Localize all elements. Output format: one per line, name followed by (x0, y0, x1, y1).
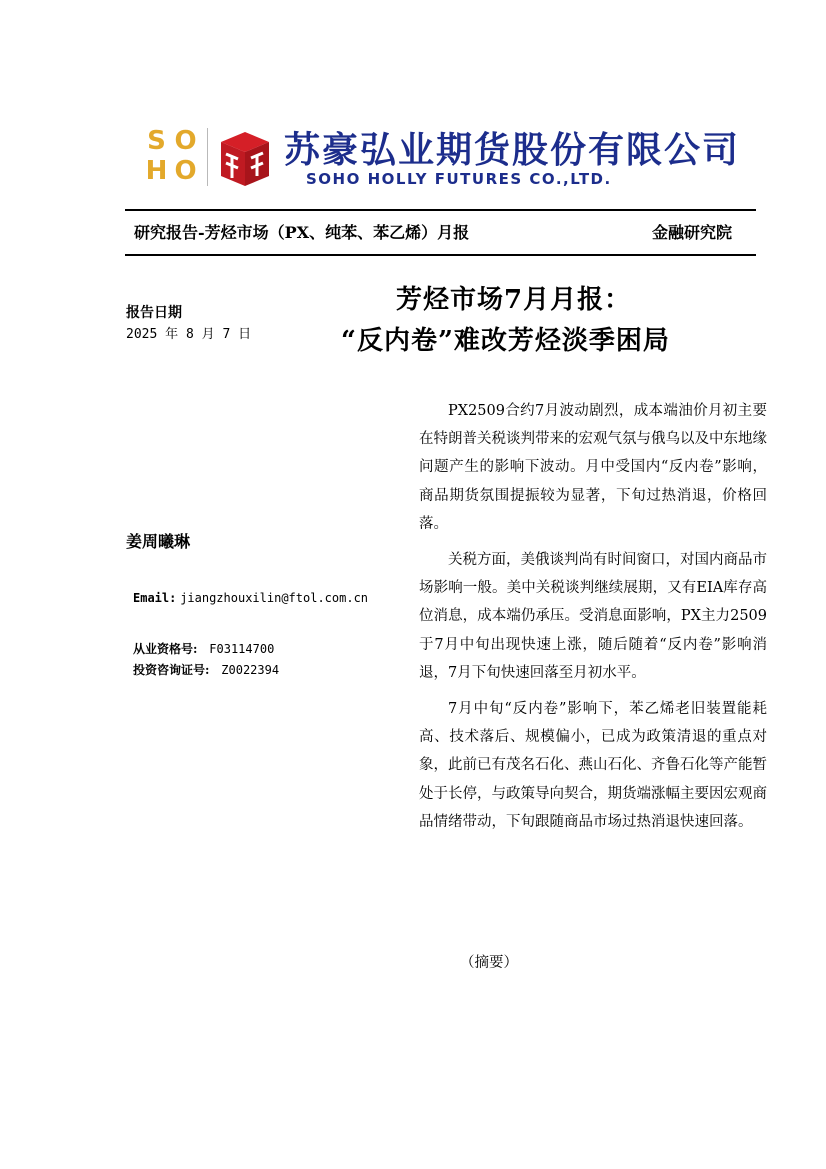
header-rule-bottom (125, 254, 756, 256)
qualification-number: F03114700 (209, 642, 275, 656)
abstract-label: （摘要） (460, 955, 518, 971)
consulting-label: 投资咨询证号: (133, 663, 210, 677)
author-email (133, 591, 368, 605)
logo-letter-o-2: O (174, 156, 197, 186)
department: 金融研究院 (652, 223, 733, 242)
summary-body (419, 397, 767, 844)
soho-logo-tiles (143, 127, 199, 185)
report-title-line1: 芳烃市场7月月报： (396, 285, 632, 315)
report-date-label: 报告日期 (126, 305, 182, 321)
qualification-row (133, 640, 274, 657)
summary-paragraph: 关税方面，美俄谈判尚有时间窗口，对国内商品市场影响一般。美中关税谈判继续展期，又有EIA库存高位消息，成本端仍承压。受消息面影响，PX主力2509于7月中旬出现快速上涨，随后随着“反内卷”影响消退，7月下旬快速回落至月初水平。 (419, 552, 767, 681)
report-date-value: 2025 年 8 月 7 日 (126, 327, 252, 342)
company-name-cn: 苏豪弘业期货股份有限公司 (284, 129, 741, 171)
email-link[interactable]: jiangzhouxilin@ftol.com.cn (180, 591, 369, 605)
header-rule-top (125, 209, 756, 211)
consulting-number: Z0022394 (221, 663, 280, 677)
qualification-label: 从业资格号: (133, 642, 198, 656)
email-label: Email: (133, 591, 177, 605)
author-name: 姜周曦琳 (126, 532, 191, 551)
logo-letter-h: H (145, 156, 168, 186)
report-title-line2: “反内卷”难改芳烃淡季困局 (341, 326, 670, 356)
summary-paragraph: 7月中旬“反内卷”影响下，苯乙烯老旧装置能耗高、技术落后、规模偏小，已成为政策清退的重点对象，此前已有茂名石化、燕山石化、齐鲁石化等产能暂处于长停，与政策导向契合，期货端涨幅主要因宏观商品情绪带动，下旬跟随商品市场过热消退快速回落。 (419, 701, 767, 830)
logo-letter-o: O (174, 126, 197, 156)
cube-logo-icon (217, 128, 273, 188)
report-type: 研究报告-芳烃市场（PX、纯苯、苯乙烯）月报 (134, 223, 470, 242)
logo-letter-s: S (147, 126, 166, 156)
logo-divider (207, 128, 208, 186)
company-name-en: SOHO HOLLY FUTURES CO.,LTD. (306, 170, 612, 188)
summary-paragraph: PX2509合约7月波动剧烈，成本端油价月初主要在特朗普关税谈判带来的宏观气氛与俄乌以及中东地缘问题产生的影响下波动。月中受国内“反内卷”影响，商品期货氛围提振较为显著，下旬过热消退，价格回落。 (419, 403, 767, 532)
consulting-row (133, 661, 279, 678)
